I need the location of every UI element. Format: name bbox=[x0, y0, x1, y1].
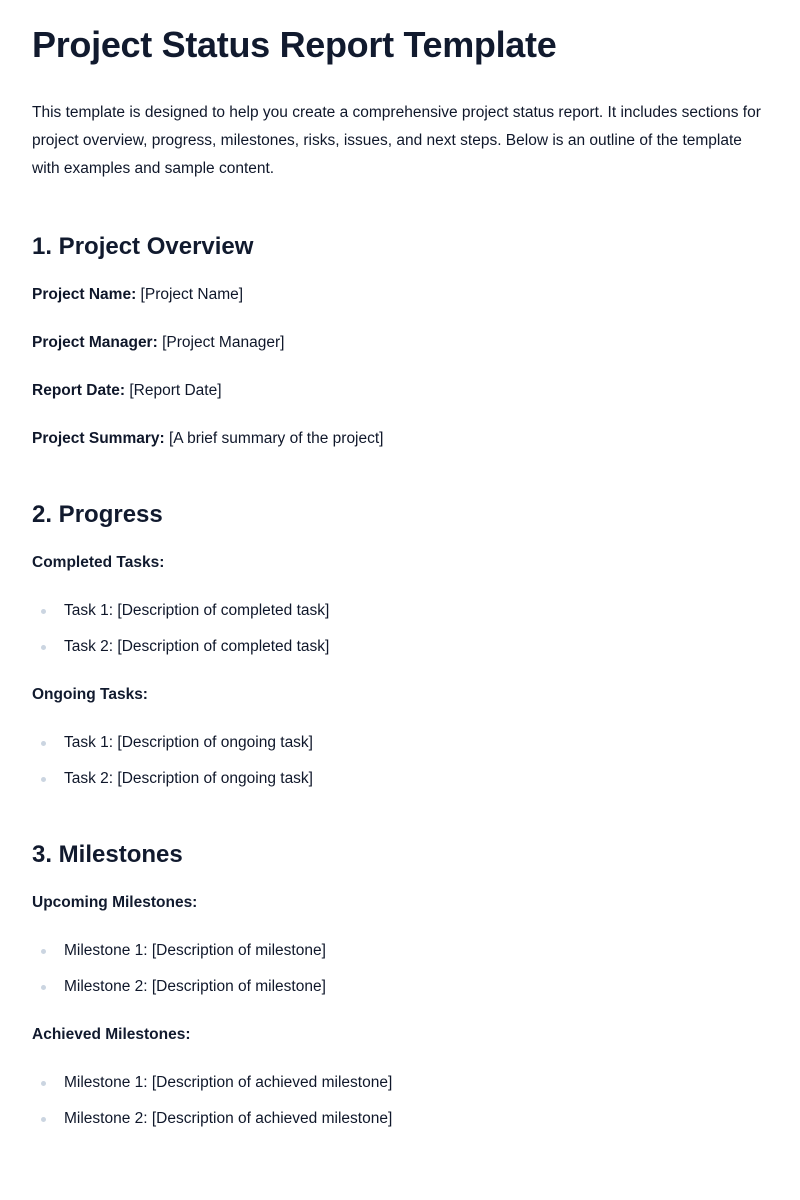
list-item: Task 2: [Description of completed task] bbox=[32, 635, 768, 659]
list-item: Milestone 2: [Description of achieved milestone] bbox=[32, 1107, 768, 1131]
field-project-manager bbox=[32, 331, 768, 355]
field-value: [Project Name] bbox=[140, 286, 244, 303]
ongoing-tasks-label: Ongoing Tasks: bbox=[32, 686, 148, 703]
field-value: [A brief summary of the project] bbox=[168, 430, 384, 447]
section-heading-milestones: 3. Milestones bbox=[32, 841, 183, 868]
list-item: Milestone 2: [Description of milestone] bbox=[32, 975, 768, 999]
list-item: Milestone 1: [Description of milestone] bbox=[32, 939, 768, 963]
section-progress bbox=[32, 499, 768, 791]
field-value: [Project Manager] bbox=[162, 334, 285, 351]
section-heading-progress: 2. Progress bbox=[32, 501, 163, 528]
list-item: Task 1: [Description of ongoing task] bbox=[32, 731, 768, 755]
page-title: Project Status Report Template bbox=[32, 24, 557, 65]
field-label: Report Date: bbox=[32, 382, 126, 399]
ongoing-tasks-list bbox=[32, 731, 768, 791]
field-value: [Report Date] bbox=[129, 382, 222, 399]
field-label: Project Summary: bbox=[32, 430, 165, 447]
field-label: Project Manager: bbox=[32, 334, 158, 351]
section-project-overview bbox=[32, 231, 768, 451]
completed-tasks-label: Completed Tasks: bbox=[32, 554, 165, 571]
field-project-name bbox=[32, 283, 768, 307]
achieved-milestones-label: Achieved Milestones: bbox=[32, 1026, 191, 1043]
section-milestones bbox=[32, 839, 768, 1131]
list-item: Milestone 1: [Description of achieved milestone] bbox=[32, 1071, 768, 1095]
field-report-date bbox=[32, 379, 768, 403]
intro-paragraph: This template is designed to help you create a comprehensive project status report. It includes sections for project overview, progress, milestones, risks, issues, and next steps. Below is an outline of the template with examples and sample content. bbox=[32, 104, 761, 177]
field-label: Project Name: bbox=[32, 286, 137, 303]
field-project-summary bbox=[32, 427, 768, 451]
upcoming-milestones-list bbox=[32, 939, 768, 999]
completed-tasks-list bbox=[32, 599, 768, 659]
upcoming-milestones-label: Upcoming Milestones: bbox=[32, 894, 198, 911]
list-item: Task 1: [Description of completed task] bbox=[32, 599, 768, 623]
achieved-milestones-list bbox=[32, 1071, 768, 1131]
section-heading-overview: 1. Project Overview bbox=[32, 233, 254, 260]
list-item: Task 2: [Description of ongoing task] bbox=[32, 767, 768, 791]
